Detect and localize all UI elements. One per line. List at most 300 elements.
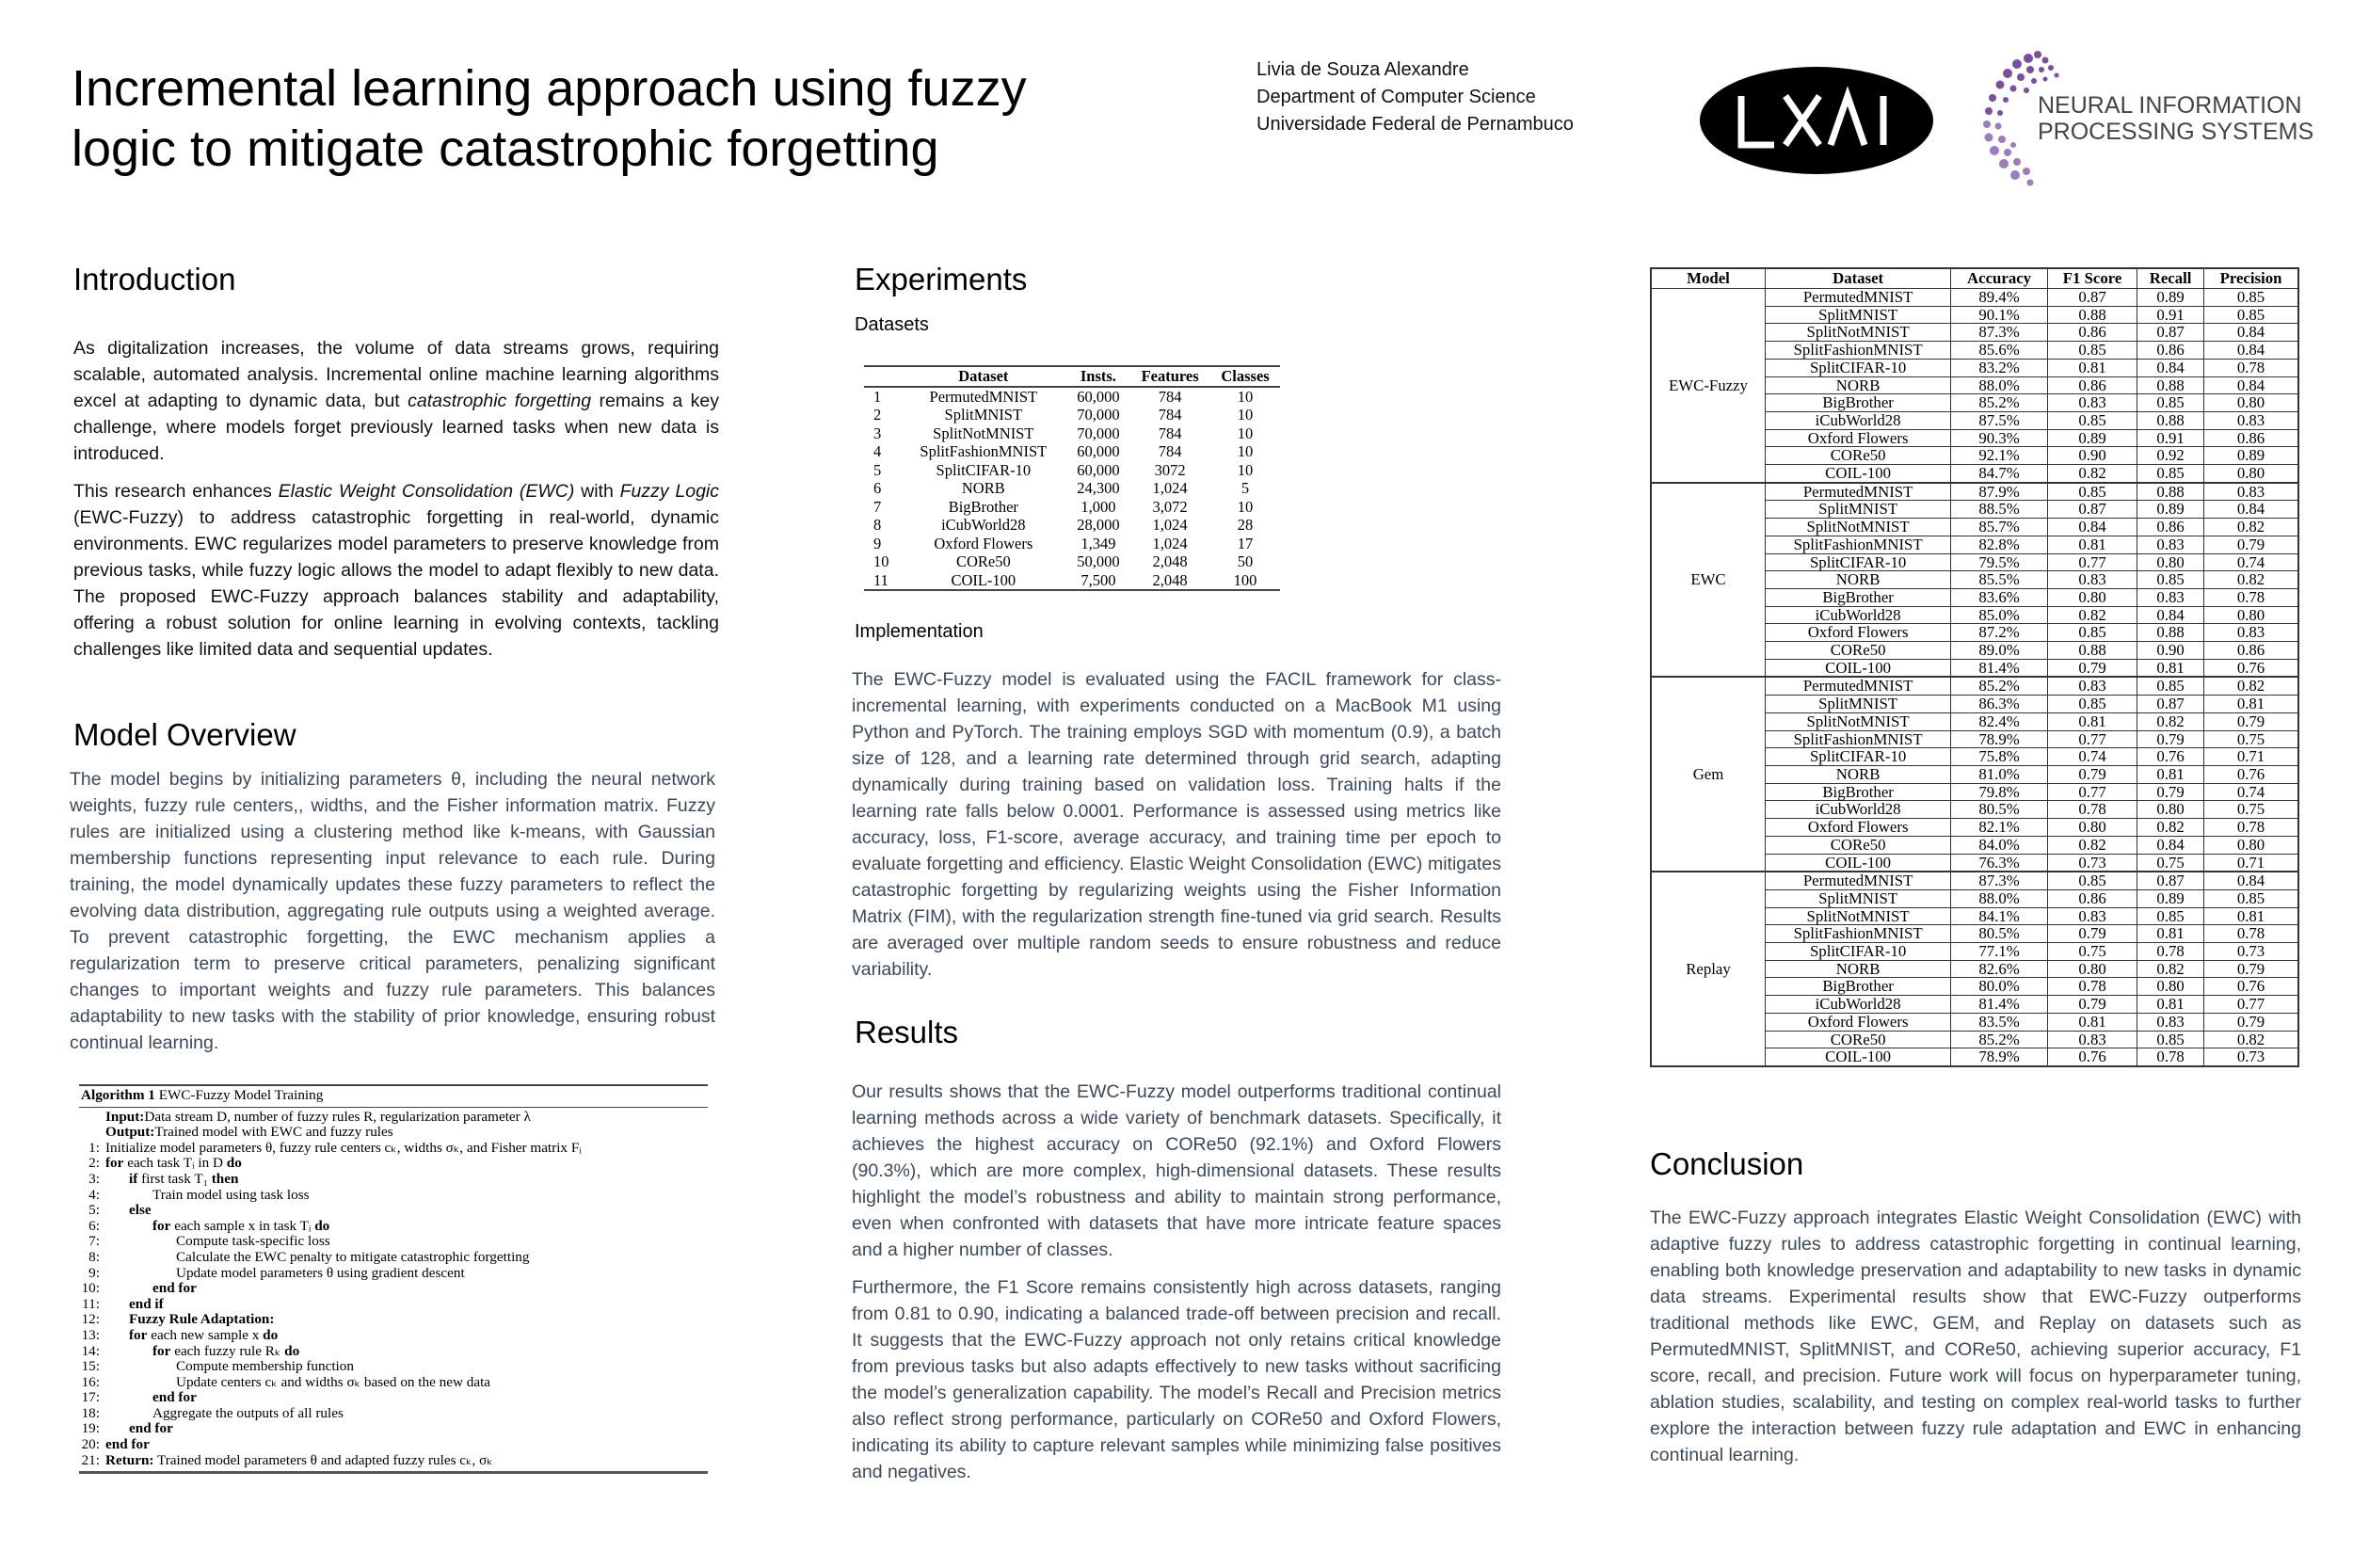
results-table-cell: 0.79 — [2204, 536, 2298, 553]
algorithm-line: 18: Aggregate the outputs of all rules — [79, 1406, 708, 1422]
results-table-cell: SplitMNIST — [1766, 501, 1951, 519]
results-table-cell: 0.89 — [2137, 889, 2204, 907]
algorithm-line: 11: end if — [79, 1297, 708, 1313]
datasets-table-cell: 784 — [1158, 387, 1182, 406]
datasets-table-cell: 4 — [873, 442, 882, 460]
results-table-cell: 81.4% — [1951, 996, 2048, 1014]
introduction-heading: Introduction — [73, 262, 236, 296]
results-table-cell: SplitCIFAR-10 — [1766, 943, 1951, 961]
results-table-cell: 0.85 — [2204, 306, 2298, 324]
results-table-cell: 82.6% — [1951, 960, 2048, 978]
results-table-cell: 79.8% — [1951, 783, 2048, 801]
datasets-table-cell: 2 — [873, 406, 882, 424]
algorithm-line-number: 14: — [81, 1342, 100, 1359]
results-table-cell: 0.86 — [2047, 376, 2137, 394]
results-table-cell: 0.83 — [2047, 571, 2137, 589]
results-table-cell: 0.78 — [2047, 978, 2137, 996]
algorithm-line-number: 17: — [81, 1389, 100, 1406]
results-table-cell: PermutedMNIST — [1766, 872, 1951, 889]
algorithm-line-number: 5: — [88, 1202, 100, 1219]
results-table-cell: BigBrother — [1766, 783, 1951, 801]
algorithm-line-number: 7: — [88, 1233, 100, 1250]
results-table-cell: iCubWorld28 — [1766, 411, 1951, 429]
results-table-cell: 0.81 — [2047, 536, 2137, 553]
results-table-cell: 85.0% — [1951, 606, 2048, 624]
results-paragraph-2: Furthermore, the F1 Score remains consistently high across datasets, ranging from 0.81 to 0.90, indicating a balanced trade-off between precision and recall. It suggests that the EWC-Fuzzy approach not only retains critical knowledge from previous tasks but also adapts effectively to new tasks without sacrificing the model’s generalization capability. The model’s Recall and Precision metrics also reflect strong performance, particularly on CORe50 and Oxford Flowers, indicating its ability to capture relevant samples while minimizing false positives and negatives. — [852, 1277, 1501, 1482]
datasets-table-cell: 10 — [873, 552, 889, 570]
algorithm-input: Input: Data stream D, number of fuzzy rules R, regularization parameter λ — [105, 1108, 531, 1125]
results-table-cell: COIL-100 — [1766, 1048, 1951, 1066]
datasets-table-header — [864, 366, 1280, 387]
results-table-cell: 0.83 — [2204, 411, 2298, 429]
results-table-cell: 0.81 — [2047, 712, 2137, 730]
results-column-header: Dataset — [1766, 268, 1951, 289]
datasets-table-cell: 10 — [1237, 460, 1254, 479]
algorithm-lines — [79, 1141, 708, 1468]
results-table-cell: 0.81 — [2204, 907, 2298, 925]
datasets-table-cell: NORB — [961, 479, 1005, 497]
results-table-cell: 0.76 — [2204, 978, 2298, 996]
results-table-cell: 0.86 — [2137, 342, 2204, 360]
results-table-row — [1651, 289, 2298, 307]
results-table-cell: 0.80 — [2047, 588, 2137, 606]
conclusion-paragraph: The EWC-Fuzzy approach integrates Elastic Weight Consolidation (EWC) with adaptive fuzzy rules to address catastrophic forgetting in continual learning, enabling both knowledge preservation and adaptability to new tasks in dynamic data streams. Experimental results show that EWC-Fuzzy outperforms traditional methods like EWC, GEM, and Replay on datasets such as PermutedMNIST, SplitMNIST, and CORe50, achieving superior accuracy, F1 score, recall, and precision. Future work will focus on hyperparameter tuning, ablation studies, scalability, and testing on complex real-world tasks to further explore the interaction between fuzzy rule adaptation and EWC in enhancing continual learning. — [1650, 1208, 2301, 1465]
results-table-cell: 0.80 — [2204, 606, 2298, 624]
results-table-cell: 0.89 — [2137, 289, 2204, 307]
results-table-cell: 87.9% — [1951, 483, 2048, 501]
model-overview-heading: Model Overview — [73, 717, 296, 752]
results-table-cell: 0.80 — [2204, 836, 2298, 854]
results-table-row — [1651, 872, 2298, 889]
datasets-table-cell: 8 — [873, 516, 882, 534]
algorithm-line-number: 15: — [81, 1358, 100, 1375]
datasets-table-cell: SplitMNIST — [944, 406, 1023, 424]
results-table-cell: 0.81 — [2204, 696, 2298, 713]
results-model-cell: EWC — [1651, 483, 1766, 678]
results-table-cell: 78.9% — [1951, 730, 2048, 748]
results-table-cell: 0.85 — [2204, 289, 2298, 307]
results-table-cell: 85.2% — [1951, 1031, 2048, 1048]
results-table-cell: 0.78 — [2204, 819, 2298, 837]
results-column-header: Precision — [2204, 268, 2298, 289]
results-table-cell: 0.75 — [2204, 801, 2298, 819]
datasets-table-cell: 60,000 — [1077, 387, 1120, 406]
results-table-cell: 0.92 — [2137, 447, 2204, 465]
results-table-cell: 0.84 — [2137, 836, 2204, 854]
algorithm-line: 20: end for — [79, 1437, 708, 1453]
introduction-body — [73, 335, 719, 674]
results-table-cell: SplitNotMNIST — [1766, 324, 1951, 342]
results-table-cell: 82.8% — [1951, 536, 2048, 553]
results-table-cell: 86.3% — [1951, 696, 2048, 713]
results-table-cell: 0.77 — [2047, 553, 2137, 571]
results-table-cell: 0.85 — [2047, 624, 2137, 642]
neurips-logo-line-1: NEURAL INFORMATION — [2038, 92, 2302, 119]
results-table-cell: 0.91 — [2137, 429, 2204, 447]
results-column-header: Recall — [2137, 268, 2204, 289]
results-table-cell: 0.83 — [2137, 588, 2204, 606]
results-table-cell: 0.74 — [2047, 748, 2137, 766]
results-table-cell: 0.84 — [2204, 342, 2298, 360]
results-table-cell: 0.78 — [2047, 801, 2137, 819]
results-table-cell: PermutedMNIST — [1766, 677, 1951, 695]
results-table-cell: 0.82 — [2047, 836, 2137, 854]
algorithm-line: 8: Calculate the EWC penalty to mitigate catastrophic forgetting — [79, 1250, 708, 1266]
algorithm-line-number: 13: — [81, 1326, 100, 1343]
datasets-table-cell: PermutedMNIST — [929, 387, 1038, 406]
datasets-column-header: Dataset — [900, 366, 1067, 387]
results-table-cell: 0.78 — [2204, 359, 2298, 376]
results-table-cell: 82.1% — [1951, 819, 2048, 837]
results-table-cell: 82.4% — [1951, 712, 2048, 730]
results-table-cell: 0.84 — [2204, 501, 2298, 519]
results-column-header: Accuracy — [1951, 268, 2048, 289]
datasets-table-cell: 17 — [1237, 534, 1254, 552]
results-table-cell: PermutedMNIST — [1766, 289, 1951, 307]
algorithm-line: 19: end for — [79, 1421, 708, 1437]
datasets-table-row — [864, 461, 1280, 480]
results-table-cell: CORe50 — [1766, 642, 1951, 660]
results-table-cell: SplitMNIST — [1766, 696, 1951, 713]
datasets-table-row — [864, 552, 1280, 571]
results-table-cell: SplitFashionMNIST — [1766, 536, 1951, 553]
datasets-table-cell: 28 — [1237, 516, 1254, 534]
results-table-cell: 0.71 — [2204, 854, 2298, 872]
datasets-table-cell: 1,024 — [1152, 534, 1188, 552]
datasets-column-header: Classes — [1210, 366, 1280, 387]
results-table-cell: COIL-100 — [1766, 659, 1951, 677]
results-table-cell: 0.77 — [2047, 783, 2137, 801]
results-table-cell: 0.83 — [2047, 677, 2137, 695]
results-table-cell: 0.85 — [2047, 872, 2137, 889]
author-university: Universidade Federal de Pernambuco — [1257, 114, 1574, 135]
results-table-cell: 0.84 — [2137, 606, 2204, 624]
results-table-cell: 0.76 — [2047, 1048, 2137, 1066]
results-table-cell: COIL-100 — [1766, 465, 1951, 483]
datasets-column-header: Features — [1129, 366, 1210, 387]
results-table-cell: 0.80 — [2137, 978, 2204, 996]
results-table-cell: 0.87 — [2137, 324, 2204, 342]
results-table-cell: SplitCIFAR-10 — [1766, 748, 1951, 766]
results-table-cell: 0.82 — [2047, 465, 2137, 483]
results-table-cell: 84.7% — [1951, 465, 2048, 483]
results-table-cell: Oxford Flowers — [1766, 624, 1951, 642]
datasets-table-cell: 10 — [1237, 497, 1254, 516]
results-table-cell: NORB — [1766, 765, 1951, 783]
datasets-table-cell: 1,024 — [1152, 479, 1188, 497]
results-table-cell: 0.78 — [2137, 1048, 2204, 1066]
results-table-cell: 0.89 — [2047, 429, 2137, 447]
results-table-cell: 80.5% — [1951, 925, 2048, 943]
results-table-cell: CORe50 — [1766, 1031, 1951, 1048]
results-table-cell: 0.75 — [2047, 943, 2137, 961]
results-table-cell: 0.82 — [2204, 519, 2298, 536]
results-table-cell: 0.87 — [2137, 872, 2204, 889]
results-table-cell: 0.79 — [2204, 1013, 2298, 1031]
results-table-cell: 0.87 — [2047, 289, 2137, 307]
datasets-table-cell: 1 — [873, 387, 882, 406]
results-body — [852, 1079, 1501, 1496]
results-table-cell: 0.85 — [2137, 907, 2204, 925]
results-table-cell: 0.75 — [2204, 730, 2298, 748]
results-table-cell: 0.76 — [2137, 748, 2204, 766]
results-column-header: F1 Score — [2047, 268, 2137, 289]
algorithm-line-number: 3: — [88, 1170, 100, 1187]
results-table-cell: 0.90 — [2047, 447, 2137, 465]
results-paragraph-1: Our results shows that the EWC-Fuzzy model outperforms traditional continual learning methods across a wide variety of benchmark datasets. Specifically, it achieves the highest accuracy on CORe50 (92.1%) and Oxford Flowers (90.3%), which are more complex, high-dimensional datasets. These results highlight the model’s robustness and ability to maintain strong performance, even when confronted with datasets that have more intricate feature spaces and a higher number of classes. — [852, 1081, 1501, 1260]
results-table-cell: 0.85 — [2204, 889, 2298, 907]
algorithm-line-number: 20: — [81, 1436, 100, 1453]
algorithm-line-number: 4: — [88, 1186, 100, 1203]
results-table-cell: 0.81 — [2047, 359, 2137, 376]
datasets-table-cell: 10 — [1237, 387, 1254, 406]
results-table-cell: SplitNotMNIST — [1766, 712, 1951, 730]
results-table-cell: BigBrother — [1766, 588, 1951, 606]
algorithm-line-number: 16: — [81, 1373, 100, 1390]
datasets-table-cell: 10 — [1237, 406, 1254, 424]
results-table-cell: 0.74 — [2204, 783, 2298, 801]
algorithm-line-number: 8: — [88, 1248, 100, 1265]
results-table-cell: SplitMNIST — [1766, 306, 1951, 324]
datasets-table-cell: 10 — [1237, 442, 1254, 460]
datasets-table-cell: 1,000 — [1080, 497, 1116, 516]
results-table-cell: iCubWorld28 — [1766, 801, 1951, 819]
datasets-table-cell: 784 — [1158, 424, 1182, 442]
introduction-paragraph-2: This research enhances Elastic Weight Consolidation (EWC) with Fuzzy Logic (EWC-Fuzzy) to address catastrophic forgetting in real-world, dynamic environments. EWC regularizes model parameters to preserve knowledge from previous tasks, while fuzzy logic allows the model to adapt flexibly to new data. The proposed EWC-Fuzzy approach balances stability and adaptability, offering a robust solution for online learning in evolving contexts, tackling challenges like limited data and sequential updates. — [73, 481, 719, 660]
datasets-column-header — [864, 366, 900, 387]
results-table-cell: 0.86 — [2047, 324, 2137, 342]
results-table-cell: 0.78 — [2204, 925, 2298, 943]
results-table-cell: 88.0% — [1951, 889, 2048, 907]
datasets-table-row — [864, 387, 1280, 407]
conclusion-heading: Conclusion — [1650, 1146, 1804, 1181]
results-table-cell: 0.83 — [2137, 536, 2204, 553]
datasets-table-cell: 7 — [873, 497, 882, 516]
results-table-cell: 0.77 — [2047, 730, 2137, 748]
datasets-table-cell: 784 — [1158, 442, 1182, 460]
results-table-cell: 0.88 — [2137, 483, 2204, 501]
datasets-table-cell: 28,000 — [1077, 516, 1120, 534]
poster-title-line-1: Incremental learning approach using fuzzy — [72, 60, 1027, 117]
results-table-cell: 0.84 — [2204, 324, 2298, 342]
datasets-table-cell: 60,000 — [1077, 460, 1120, 479]
results-table-cell: 87.3% — [1951, 324, 2048, 342]
algorithm-line: 15: Compute membership function — [79, 1359, 708, 1375]
results-table-cell: 81.0% — [1951, 765, 2048, 783]
lxai-logo-text: LXAI — [1699, 66, 1702, 67]
results-table-cell: 80.5% — [1951, 801, 2048, 819]
algorithm-box — [79, 1084, 708, 1474]
datasets-table-cell: 3,072 — [1152, 497, 1188, 516]
algorithm-line-number: 21: — [81, 1451, 100, 1468]
datasets-table-cell: SplitNotMNIST — [933, 424, 1034, 442]
results-table-cell: SplitFashionMNIST — [1766, 342, 1951, 360]
datasets-table-cell: BigBrother — [948, 497, 1018, 516]
algorithm-line-number: 9: — [88, 1264, 100, 1281]
results-table-cell: CORe50 — [1766, 447, 1951, 465]
datasets-table-cell: CORe50 — [955, 552, 1011, 570]
results-table-cell: 0.79 — [2047, 996, 2137, 1014]
datasets-table-cell: Oxford Flowers — [934, 534, 1033, 552]
algorithm-line-number: 11: — [82, 1295, 100, 1312]
results-model-cell: Gem — [1651, 677, 1766, 872]
results-table-cell: 0.89 — [2204, 447, 2298, 465]
results-table-cell: 0.88 — [2047, 642, 2137, 660]
results-table-cell: NORB — [1766, 571, 1951, 589]
datasets-table-row — [864, 535, 1280, 553]
results-table-cell: 79.5% — [1951, 553, 2048, 571]
results-table-cell: 90.1% — [1951, 306, 2048, 324]
lxai-logo — [1699, 66, 1934, 175]
algorithm-line: 7: Compute task-specific loss — [79, 1234, 708, 1250]
results-table-cell: SplitFashionMNIST — [1766, 730, 1951, 748]
datasets-table-cell: 70,000 — [1077, 406, 1120, 424]
results-table-header — [1651, 268, 2298, 289]
author-block — [1257, 56, 1574, 138]
algorithm-line: 12: Fuzzy Rule Adaptation: — [79, 1312, 708, 1328]
results-table-cell: SplitNotMNIST — [1766, 519, 1951, 536]
results-table-cell: Oxford Flowers — [1766, 819, 1951, 837]
results-table-cell: 0.79 — [2204, 712, 2298, 730]
datasets-table-cell: 5 — [1241, 479, 1250, 497]
algorithm-line: 9: Update model parameters θ using gradient descent — [79, 1266, 708, 1282]
results-table-cell: 0.88 — [2137, 376, 2204, 394]
results-table-cell: 0.83 — [2204, 624, 2298, 642]
results-table-row — [1651, 483, 2298, 501]
results-table-cell: 0.83 — [2047, 1031, 2137, 1048]
results-table-cell: 0.75 — [2137, 854, 2204, 872]
results-table-cell: 0.74 — [2204, 553, 2298, 571]
results-table-cell: 83.5% — [1951, 1013, 2048, 1031]
results-table-cell: 0.81 — [2137, 925, 2204, 943]
algorithm-line: 5: else — [79, 1203, 708, 1219]
results-table-cell: 87.5% — [1951, 411, 2048, 429]
algorithm-line: 4: Train model using task loss — [79, 1188, 708, 1204]
results-table-cell: SplitCIFAR-10 — [1766, 359, 1951, 376]
implementation-paragraph: The EWC-Fuzzy model is evaluated using the FACIL framework for class-incremental learning, with experiments conducted on a MacBook M1 using Python and PyTorch. The training employs SGD with momentum (0.9), a batch size of 128, and a learning rate determined through grid search, adapting dynamically during training based on validation loss. Training halts if the learning rate falls below 0.0001. Performance is assessed using metrics like accuracy, loss, F1-score, average accuracy, and training time per epoch to evaluate forgetting and efficiency. Elastic Weight Consolidation (EWC) mitigates catastrophic forgetting by regularizing weights using the Fisher Information Matrix (FIM), with the regularization strength fine-tuned via grid search. Results are averaged over multiple random seeds to ensure robustness and reduce variability. — [852, 669, 1501, 980]
results-table-cell: 0.88 — [2137, 411, 2204, 429]
results-heading: Results — [855, 1015, 959, 1049]
results-table-cell: 0.80 — [2047, 819, 2137, 837]
results-table-cell: 0.82 — [2204, 571, 2298, 589]
results-table-cell: 76.3% — [1951, 854, 2048, 872]
results-table-cell: 83.6% — [1951, 588, 2048, 606]
results-table-cell: iCubWorld28 — [1766, 996, 1951, 1014]
results-table-cell: 0.88 — [2137, 624, 2204, 642]
results-table-cell: 87.3% — [1951, 872, 2048, 889]
results-table-cell: 78.9% — [1951, 1048, 2048, 1066]
results-table-cell: 81.4% — [1951, 659, 2048, 677]
datasets-table-cell: 60,000 — [1077, 442, 1120, 460]
datasets-table-cell: 1,349 — [1080, 534, 1116, 552]
datasets-table-cell: 50 — [1237, 552, 1254, 570]
datasets-table-cell: 10 — [1237, 424, 1254, 442]
datasets-table-cell: 5 — [873, 460, 882, 479]
results-table-cell: NORB — [1766, 960, 1951, 978]
results-table-cell: 0.82 — [2137, 819, 2204, 837]
results-table-cell: 0.84 — [2204, 376, 2298, 394]
results-table-cell: 0.79 — [2047, 765, 2137, 783]
algorithm-line-number: 12: — [81, 1311, 100, 1328]
results-table-cell: 0.73 — [2204, 1048, 2298, 1066]
neurips-logo-line-2: PROCESSING SYSTEMS — [2038, 119, 2314, 145]
algorithm-line: 21: Return: Trained model parameters θ and adapted fuzzy rules cₖ, σₖ — [79, 1453, 708, 1469]
results-table-cell: 0.79 — [2137, 730, 2204, 748]
results-table-cell: iCubWorld28 — [1766, 606, 1951, 624]
results-table-cell: BigBrother — [1766, 394, 1951, 412]
results-table-cell: 90.3% — [1951, 429, 2048, 447]
results-model-cell: EWC-Fuzzy — [1651, 289, 1766, 483]
results-table-cell: 0.83 — [2047, 907, 2137, 925]
results-table-cell: 0.85 — [2047, 411, 2137, 429]
algorithm-line: 6: for each sample x in task Tᵢ do — [79, 1219, 708, 1235]
results-table-cell: 0.84 — [2204, 872, 2298, 889]
results-table-cell: PermutedMNIST — [1766, 483, 1951, 501]
algorithm-output: Output: Trained model with EWC and fuzzy rules — [105, 1124, 393, 1141]
results-table-cell: 77.1% — [1951, 943, 2048, 961]
results-table-cell: 0.88 — [2047, 306, 2137, 324]
results-table-cell: 0.85 — [2137, 1031, 2204, 1048]
algorithm-line: 10: end for — [79, 1281, 708, 1297]
datasets-table-cell: 100 — [1210, 571, 1280, 591]
implementation-body — [852, 666, 1501, 994]
results-table-cell: 0.79 — [2204, 960, 2298, 978]
algorithm-line-number: 1: — [88, 1139, 100, 1156]
datasets-table-cell: 11 — [864, 571, 900, 591]
results-table-cell: 0.87 — [2137, 696, 2204, 713]
results-table-cell: 0.73 — [2204, 943, 2298, 961]
algorithm-line-number: 2: — [88, 1155, 100, 1172]
results-table-cell: SplitMNIST — [1766, 889, 1951, 907]
results-table-cell: 0.85 — [2137, 677, 2204, 695]
introduction-paragraph-1: As digitalization increases, the volume of data streams grows, requiring scalable, automated analysis. Incremental online machine learning algorithms excel at adapting to dynamic data, but catastrophic forgetting remains a key challenge, where models forget previously learned tasks when new data is introduced. — [73, 338, 719, 464]
results-model-cell: Replay — [1651, 872, 1766, 1066]
datasets-table-cell: 24,300 — [1077, 479, 1120, 497]
datasets-table-row — [864, 442, 1280, 461]
datasets-heading: Datasets — [855, 314, 929, 335]
datasets-table — [864, 365, 1280, 591]
results-column-header: Model — [1651, 268, 1766, 289]
results-table-cell: 0.87 — [2047, 501, 2137, 519]
results-table-cell: 0.86 — [2204, 429, 2298, 447]
datasets-table-row — [864, 498, 1280, 517]
results-table-cell: 0.85 — [2137, 465, 2204, 483]
results-table-row — [1651, 677, 2298, 695]
results-table-cell: BigBrother — [1766, 978, 1951, 996]
results-table-cell: 0.81 — [2137, 659, 2204, 677]
results-table-cell: SplitNotMNIST — [1766, 907, 1951, 925]
results-table-cell: 0.80 — [2137, 553, 2204, 571]
results-table-cell: 0.80 — [2047, 960, 2137, 978]
results-table-cell: 85.7% — [1951, 519, 2048, 536]
algorithm-line-number: 10: — [81, 1280, 100, 1297]
results-table-cell: 0.76 — [2204, 765, 2298, 783]
results-table-cell: 0.89 — [2137, 501, 2204, 519]
datasets-table-row — [864, 516, 1280, 535]
results-table-cell: 84.0% — [1951, 836, 2048, 854]
results-table-cell: 0.78 — [2204, 588, 2298, 606]
datasets-table-cell: 784 — [1158, 406, 1182, 424]
results-table-cell: 0.85 — [2047, 696, 2137, 713]
algorithm-line: 3: if first task T₁ then — [79, 1172, 708, 1188]
results-table-cell: 0.80 — [2137, 801, 2204, 819]
results-table-cell: 0.90 — [2137, 642, 2204, 660]
conclusion-body — [1650, 1205, 2301, 1480]
results-table-cell: 92.1% — [1951, 447, 2048, 465]
results-table-cell: 0.79 — [2047, 659, 2137, 677]
results-table-cell: 88.0% — [1951, 376, 2048, 394]
algorithm-line-number: 6: — [88, 1217, 100, 1234]
